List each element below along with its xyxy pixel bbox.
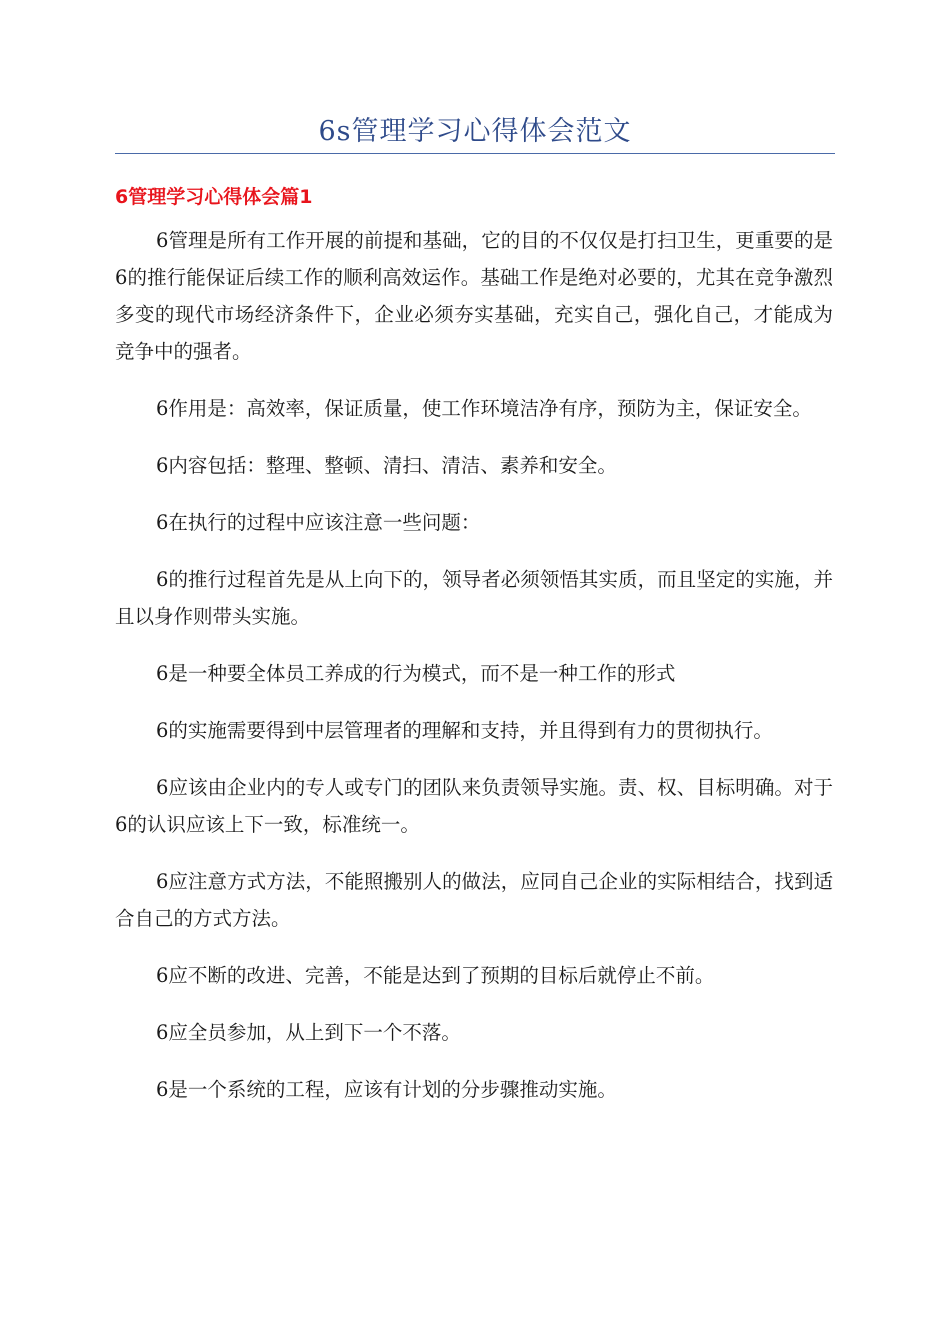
paragraph: 6在执行的过程中应该注意一些问题： bbox=[156, 511, 481, 534]
paragraph: 6应注意方式方法，不能照搬别人的做法，应同自己企业的实际相结合，找到适合自己的方式方法。 bbox=[115, 870, 833, 930]
document-title: 6s管理学习心得体会范文 bbox=[318, 116, 632, 147]
paragraph: 6内容包括：整理、整顿、清扫、清洁、素养和安全。 bbox=[156, 454, 617, 477]
paragraph: 6应该由企业内的专人或专门的团队来负责领导实施。责、权、目标明确。对于6的认识应该上下一致，标准统一。 bbox=[115, 776, 833, 836]
paragraph: 6应不断的改进、完善，不能是达到了预期的目标后就停止不前。 bbox=[156, 964, 715, 987]
paragraph: 6的实施需要得到中层管理者的理解和支持，并且得到有力的贯彻执行。 bbox=[156, 719, 773, 742]
paragraph: 6管理是所有工作开展的前提和基础，它的目的不仅仅是打扫卫生，更重要的是6的推行能保证后续工作的顺利高效运作。基础工作是绝对必要的，尤其在竞争激烈多变的现代市场经济条件下，企业必须夯实基础，充实自己，强化自己，才能成为竞争中的强者。 bbox=[115, 229, 833, 363]
paragraph: 6的推行过程首先是从上向下的，领导者必须领悟其实质，而且坚定的实施，并且以身作则带头实施。 bbox=[115, 568, 833, 628]
paragraph: 6是一种要全体员工养成的行为模式，而不是一种工作的形式 bbox=[156, 662, 676, 685]
title-underline bbox=[115, 153, 835, 154]
section-heading: 6管理学习心得体会篇1 bbox=[115, 186, 313, 208]
document-body bbox=[115, 222, 833, 1128]
paragraph: 6作用是：高效率，保证质量，使工作环境洁净有序，预防为主，保证安全。 bbox=[156, 397, 812, 420]
paragraph: 6是一个系统的工程，应该有计划的分步骤推动实施。 bbox=[156, 1078, 617, 1101]
paragraph: 6应全员参加，从上到下一个不落。 bbox=[156, 1021, 461, 1044]
